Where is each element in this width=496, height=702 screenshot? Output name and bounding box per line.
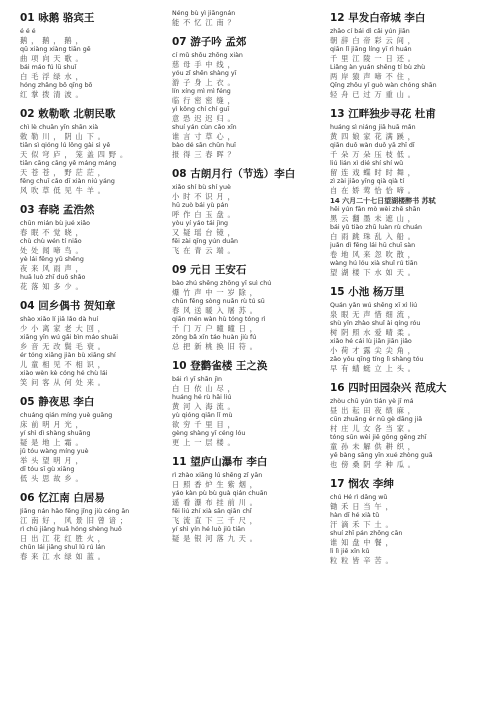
- hanzi-text: 曲项向天歌。: [20, 54, 87, 63]
- hanzi-text: 昼出耘田夜绩麻，: [330, 406, 419, 415]
- pinyin-text: zì zài jiāo yīng qià qià tí: [330, 178, 405, 185]
- verse-line: [20, 178, 172, 196]
- hanzi-text: 春眠不觉晓，: [20, 228, 87, 237]
- hanzi-text: 儿童相见不相识，: [20, 360, 109, 369]
- hanzi-text: 鹅，鹅，鹅，: [20, 36, 87, 45]
- verse-line: [20, 28, 172, 46]
- verse-line: [172, 52, 324, 70]
- hanzi-text: 粒粒皆辛苦。: [330, 556, 397, 565]
- verse-line: [330, 28, 482, 46]
- hanzi-text: 床前明月光，: [20, 420, 87, 429]
- verse-line: [330, 206, 482, 224]
- hanzi-text: 锄禾日当午，: [330, 502, 397, 511]
- hanzi-text: 能不忆江南？: [172, 18, 239, 27]
- hanzi-text: 江南好，风景旧曾谙；: [20, 516, 131, 525]
- verse-line: [330, 320, 482, 338]
- verse-line: [172, 526, 324, 544]
- verse-line: [330, 530, 482, 548]
- verse-line: [20, 256, 172, 274]
- hanzi-text: 乡音无改鬓毛衰。: [20, 342, 109, 351]
- pinyin-text: ér tóng xiāng jiàn bù xiāng shí: [20, 352, 116, 359]
- pinyin-text: rì zhào xiāng lú shēng zǐ yān: [172, 472, 263, 479]
- verse-line: [330, 64, 482, 82]
- hanzi-text: 笑问客从何处来。: [20, 378, 109, 387]
- pinyin-text: Qīng zhōu yǐ guò wàn chóng shān: [330, 82, 437, 89]
- verse-line: [172, 142, 324, 160]
- verse-line: [20, 160, 172, 178]
- hanzi-text: 卷地风来忽吹散，: [330, 250, 419, 259]
- hanzi-text: 春来江水绿如蓝。: [20, 552, 109, 561]
- pinyin-text: shào xiǎo lí jiā lǎo dà huí: [20, 316, 99, 323]
- verse-line: [172, 394, 324, 412]
- verse-line: [330, 242, 482, 260]
- verse-line: [330, 224, 482, 242]
- pinyin-text: xiāng yīn wú gǎi bìn máo shuāi: [20, 334, 118, 341]
- poem-block: [20, 106, 172, 196]
- poem-title: 05 静夜思 李白: [20, 396, 95, 408]
- verse-line: [20, 448, 172, 466]
- pinyin-text: yě bàng sāng yīn xué zhòng guā: [330, 452, 433, 459]
- hanzi-text: 白毛浮绿水，: [20, 72, 87, 81]
- poem-title: 09 元日 王安石: [172, 264, 247, 276]
- pinyin-text: chì lè chuān yīn shān xià: [20, 124, 99, 131]
- hanzi-text: 泉眼无声惜细流，: [330, 310, 419, 319]
- hanzi-text: 日照香炉生紫烟，: [172, 480, 261, 489]
- hanzi-text: 报得三春晖？: [172, 150, 239, 159]
- verse-line: [20, 508, 172, 526]
- verse-line: [20, 64, 172, 82]
- hanzi-text: 呼作白玉盘。: [172, 210, 239, 219]
- pinyin-text: shuí yán cùn cǎo xīn: [172, 124, 237, 131]
- verse-line: [330, 452, 482, 470]
- pinyin-text: liú lián xì dié shí shí wǔ: [330, 160, 404, 167]
- hanzi-text: 爆竹声中一岁除，: [172, 288, 261, 297]
- poem-title: 01 咏鹅 骆宾王: [20, 12, 95, 24]
- poem-block: [20, 298, 172, 388]
- hanzi-text: 敕勒川，阴山下。: [20, 132, 109, 141]
- hanzi-text: 黄四娘家花满蹊，: [330, 132, 419, 141]
- verse-line: [20, 220, 172, 238]
- pinyin-text: qiān mén wàn hù tóng tóng rì: [172, 316, 266, 323]
- poem-block: [330, 106, 482, 278]
- pinyin-text: é é é: [20, 28, 36, 35]
- verse-line: [172, 184, 324, 202]
- pinyin-text: chú Hé rì dāng wǔ: [330, 494, 388, 501]
- verse-line: [330, 142, 482, 160]
- hanzi-text: 慈母手中线，: [172, 60, 239, 69]
- hanzi-text: 花落知多少。: [20, 282, 87, 291]
- pinyin-text: tiān sì qióng lú lǒng gài sì yě: [20, 142, 111, 149]
- poem-block: [330, 476, 482, 566]
- pinyin-text: xiào wèn kè cóng hé chù lái: [20, 370, 108, 377]
- pinyin-text: shù yīn zhào shuǐ ài qíng róu: [330, 320, 421, 327]
- poem-block: [172, 262, 324, 352]
- hanzi-text: 轻舟已过万重山。: [330, 90, 419, 99]
- poem-title: 03 春晓 孟浩然: [20, 204, 95, 216]
- pinyin-text: bào dé sān chūn huī: [172, 142, 236, 149]
- verse-line: [330, 356, 482, 374]
- poem-block: [330, 284, 482, 374]
- pinyin-text: xiǎo hé cái lù jiān jiān jiǎo: [330, 338, 412, 345]
- pinyin-text: Néng bù yì jiāngnán: [172, 10, 236, 17]
- poem-title: 15 小池 杨万里: [330, 286, 405, 298]
- pinyin-text: hàn dī hé xià tǔ: [330, 512, 380, 519]
- hanzi-text: 游子身上衣。: [172, 78, 239, 87]
- hanzi-text: 疑是银河落九天。: [172, 534, 261, 543]
- pinyin-text: Liǎng àn yuán shēng tí bù zhù: [330, 64, 426, 71]
- hanzi-text: 总把新桃换旧符。: [172, 342, 261, 351]
- verse-line: [172, 70, 324, 88]
- pinyin-text: huā luò zhī duō shǎo: [20, 274, 86, 281]
- pinyin-text: chūn mián bù jué xiǎo: [20, 220, 90, 227]
- verse-line: [172, 106, 324, 124]
- pinyin-text: Quán yǎn wú shēng xī xì liú: [330, 302, 418, 309]
- poem-title: 10 登鹳雀楼 王之涣: [172, 360, 268, 372]
- verse-line: [172, 490, 324, 508]
- hanzi-text: 夜来风雨声，: [20, 264, 87, 273]
- verse-line: [330, 196, 482, 206]
- poem-block: [172, 34, 324, 160]
- poem-title: 12 早发白帝城 李白: [330, 12, 426, 24]
- hanzi-text: 早有蜻蜓立上头。: [330, 364, 419, 373]
- hanzi-text: 天似穹庐，笼盖四野。: [20, 150, 131, 159]
- pinyin-text: bái máo fú lǜ shuǐ: [20, 64, 77, 71]
- hanzi-text: 春风送暖入屠苏。: [172, 306, 261, 315]
- poem-title: 11 望庐山瀑布 李白: [172, 456, 268, 468]
- hanzi-text: 童孙未解供耕织，: [330, 442, 419, 451]
- pinyin-text: chù chù wén tí niǎo: [20, 238, 82, 245]
- pinyin-text: yòu yí yáo tái jìng: [172, 220, 229, 227]
- verse-line: [172, 316, 324, 334]
- verse-line: [20, 352, 172, 370]
- poem-title: 16 四时田园杂兴 范成大: [330, 382, 447, 394]
- verse-line: [172, 472, 324, 490]
- verse-line: [330, 160, 482, 178]
- pinyin-text: lì lì jiē xīn kǔ: [330, 548, 370, 555]
- verse-line: [330, 398, 482, 416]
- hanzi-text: 黄河入海流。: [172, 402, 239, 411]
- poem-title: 04 回乡偶书 贺知章: [20, 300, 116, 312]
- verse-line: [330, 124, 482, 142]
- verse-line: [172, 202, 324, 220]
- pinyin-text: yáo kàn pù bù guà qián chuān: [172, 490, 268, 497]
- verse-line: [20, 370, 172, 388]
- poem-title: 08 古朗月行（节选）李白: [172, 168, 296, 180]
- verse-line: [172, 220, 324, 238]
- verse-line: [330, 512, 482, 530]
- verse-line: [330, 46, 482, 64]
- verse-line: [20, 124, 172, 142]
- verse-line: [172, 238, 324, 256]
- pinyin-text: yù qióng qiān lǐ mù: [172, 412, 233, 419]
- hanzi-text: 意恐迟迟归。: [172, 114, 239, 123]
- pinyin-text: zhòu chū yún tián yè jī má: [330, 398, 414, 405]
- pinyin-text: yí shì yín hé luò jiǔ tiān: [172, 526, 245, 533]
- pinyin-text: jǔ tóu wàng míng yuè: [20, 448, 89, 455]
- pinyin-text: fēng chuī cǎo dī xiàn niú yáng: [20, 178, 115, 185]
- poem-block: [20, 394, 172, 484]
- hanzi-text: 千里江陵一日还。: [330, 54, 419, 63]
- poem-title: 17 悯农 李绅: [330, 478, 394, 490]
- hanzi-text: 天苍苍，野茫茫，: [20, 168, 109, 177]
- verse-line: [20, 316, 172, 334]
- hanzi-text: 飞在青云端。: [172, 246, 239, 255]
- pinyin-text: fēi zài qīng yún duān: [172, 238, 239, 245]
- hanzi-text: 留连戏蝶时时舞，: [330, 168, 419, 177]
- verse-line: [330, 416, 482, 434]
- pinyin-text: zǒng bǎ xīn táo huàn jiù fú: [172, 334, 257, 341]
- verse-line: [172, 88, 324, 106]
- hanzi-text: 疑是地上霜。: [20, 438, 87, 447]
- verse-line: [20, 142, 172, 160]
- hanzi-text: 飞流直下三千尺，: [172, 516, 261, 525]
- verse-line: [20, 412, 172, 430]
- poem-block: [20, 490, 172, 562]
- pinyin-text: xiǎo shí bù shí yuè: [172, 184, 231, 191]
- hanzi-text: 千门万户曈曈日，: [172, 324, 261, 333]
- hanzi-text: 遥看瀑布挂前川。: [172, 498, 261, 507]
- pinyin-text: rì chū jiāng huā hóng shèng huǒ: [20, 526, 122, 533]
- verse-line: [20, 466, 172, 484]
- pinyin-text: yí shì dì shàng shuāng: [20, 430, 91, 437]
- hanzi-text: 欲穷千里目，: [172, 420, 239, 429]
- hanzi-text: 千朵万朵压枝低。: [330, 150, 419, 159]
- poem-block: [172, 454, 324, 544]
- hanzi-text: 又疑瑶台镜，: [172, 228, 239, 237]
- verse-line: [330, 494, 482, 512]
- verse-line: [20, 274, 172, 292]
- poem-title: 06 忆江南 白居易: [20, 492, 105, 504]
- verse-line: [20, 526, 172, 544]
- poem-column-left: [20, 10, 172, 568]
- verse-line: [172, 508, 324, 526]
- hanzi-text: 处处闻啼鸟。: [20, 246, 87, 255]
- verse-line: [20, 334, 172, 352]
- hanzi-text: 白雨跳珠乱入船。: [330, 232, 419, 241]
- poem-block: [20, 202, 172, 292]
- pinyin-text: yè lái fēng yǔ shēng: [20, 256, 84, 263]
- poem-title: 02 敕勒歌 北朝民歌: [20, 108, 116, 120]
- pinyin-text: hēi yún fān mò wèi zhē shān: [330, 206, 421, 213]
- verse-line: [172, 430, 324, 448]
- hanzi-text: 临行密密缝，: [172, 96, 239, 105]
- pinyin-text: chuáng qián míng yuè guāng: [20, 412, 113, 419]
- hanzi-text: 小荷才露尖尖角，: [330, 346, 419, 355]
- verse-line: [330, 178, 482, 196]
- verse-line: [330, 302, 482, 320]
- verse-line: [330, 548, 482, 566]
- verse-line: [20, 46, 172, 64]
- poem-title: 13 江畔独步寻花 杜甫: [330, 108, 436, 120]
- hanzi-text: 两岸猿声啼不住，: [330, 72, 419, 81]
- hanzi-text: 日出江花红胜火，: [20, 534, 109, 543]
- pinyin-text: hóng zhǎng bō qīng bō: [20, 82, 93, 89]
- verse-line: [172, 334, 324, 352]
- verse-line: [172, 376, 324, 394]
- pinyin-text: bào zhú shēng zhōng yī suì chú: [172, 280, 272, 287]
- verse-line: [330, 260, 482, 278]
- hanzi-text: 小时不识月，: [172, 192, 239, 201]
- pinyin-text: Jiāng nán hǎo fēng jǐng jiù céng ān: [20, 508, 130, 515]
- verse-line: [330, 82, 482, 100]
- poem-block: [20, 10, 172, 100]
- hanzi-text: 也傍桑阴学种瓜。: [330, 460, 419, 469]
- verse-line: [172, 298, 324, 316]
- hanzi-text: 更上一层楼。: [172, 438, 239, 447]
- pinyin-text: 14 六月二十七日望湖楼醉书 苏轼: [330, 197, 436, 205]
- pinyin-text: qiān lǐ jiāng líng yī rì huán: [330, 46, 412, 53]
- pinyin-text: lín xíng mì mì féng: [172, 88, 231, 95]
- pinyin-text: zhāo cí bái dì cǎi yún jiān: [330, 28, 410, 35]
- pinyin-text: gèng shàng yī céng lóu: [172, 430, 246, 437]
- pinyin-text: bái yǔ tiào zhū luàn rù chuán: [330, 224, 423, 231]
- hanzi-text: 树阴照水爱晴柔。: [330, 328, 419, 337]
- poem-column-middle: [172, 10, 324, 550]
- hanzi-text: 汗滴禾下土。: [330, 520, 397, 529]
- hanzi-text: 举头望明月，: [20, 456, 87, 465]
- hanzi-text: 红掌拨清波。: [20, 90, 87, 99]
- pinyin-text: juǎn dì fēng lái hū chuī sàn: [330, 242, 416, 249]
- verse-line: [172, 412, 324, 430]
- hanzi-text: 黑云翻墨未遮山，: [330, 214, 419, 223]
- pinyin-text: yì kǒng chí chí guī: [172, 106, 230, 113]
- hanzi-text: 低头思故乡。: [20, 474, 87, 483]
- pinyin-text: hū zuò bái yù pán: [172, 202, 229, 209]
- poem-column-right: [330, 10, 482, 572]
- pinyin-text: tóng sūn wèi jiě gōng gēng zhī: [330, 434, 427, 441]
- hanzi-text: 朝辞白帝彩云间，: [330, 36, 419, 45]
- hanzi-text: 望湖楼下水如天。: [330, 268, 419, 277]
- verse-line: [20, 544, 172, 562]
- verse-line: [172, 280, 324, 298]
- verse-line: [20, 238, 172, 256]
- verse-line: [330, 434, 482, 452]
- hanzi-text: 少小离家老大回，: [20, 324, 109, 333]
- pinyin-text: shuí zhī pán zhōng cān: [330, 530, 403, 537]
- verse-line: [20, 430, 172, 448]
- hanzi-text: 谁言寸草心，: [172, 132, 239, 141]
- verse-line: [172, 124, 324, 142]
- pinyin-text: qiān duǒ wàn duǒ yā zhī dī: [330, 142, 415, 149]
- pinyin-text: wàng hú lóu xià shuǐ rú tiān: [330, 260, 418, 267]
- poem-block: [172, 166, 324, 256]
- poem-title: 07 游子吟 孟郊: [172, 36, 247, 48]
- pinyin-text: cí mǔ shǒu zhōng xiàn: [172, 52, 243, 59]
- hanzi-text: 自在娇莺恰恰啼。: [330, 186, 419, 195]
- verse-line: [172, 10, 324, 28]
- pinyin-text: huáng sì niáng jiā huā mǎn: [330, 124, 416, 131]
- pinyin-text: cūn zhuāng ér nǚ gè dāng jiā: [330, 416, 423, 423]
- pinyin-text: fēi liú zhí xià sān qiān chǐ: [172, 508, 252, 515]
- hanzi-text: 谁知盘中餐，: [330, 538, 397, 547]
- poem-block: [330, 10, 482, 100]
- pinyin-text: dī tóu sī gù xiāng: [20, 466, 75, 473]
- pinyin-text: zǎo yǒu qīng tíng lì shàng tóu: [330, 356, 424, 363]
- pinyin-text: huáng hé rù hǎi liú: [172, 394, 232, 401]
- pinyin-text: chūn lái jiāng shuǐ lǜ rú lán: [20, 544, 106, 551]
- pinyin-text: bái rì yī shān jìn: [172, 376, 223, 383]
- pinyin-text: tiān cāng cāng yě máng máng: [20, 160, 117, 167]
- pinyin-text: qū xiàng xiàng tiān gē: [20, 46, 91, 53]
- hanzi-text: 白日依山尽，: [172, 384, 239, 393]
- verse-line: [20, 82, 172, 100]
- poem-block: [330, 380, 482, 470]
- hanzi-text: 村庄儿女各当家。: [330, 424, 419, 433]
- pinyin-text: yóu zǐ shēn shàng yī: [172, 70, 237, 77]
- poem-block: [172, 10, 324, 28]
- hanzi-text: 风吹草低见牛羊。: [20, 186, 109, 195]
- verse-line: [330, 338, 482, 356]
- pinyin-text: chūn fēng sòng nuǎn rù tú sū: [172, 298, 265, 305]
- poem-block: [172, 358, 324, 448]
